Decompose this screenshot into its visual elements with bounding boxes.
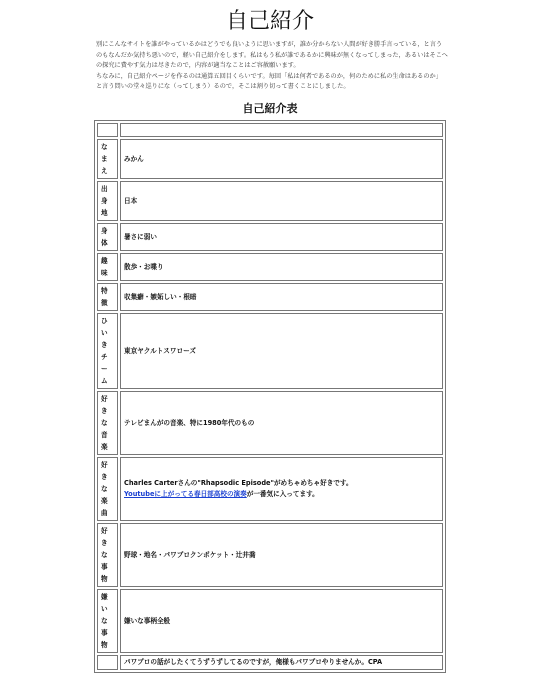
row-value-team: 東京ヤクルトスワローズ <box>120 313 443 389</box>
row-header-birthplace: 出身地 <box>97 181 118 221</box>
table-row <box>97 181 443 221</box>
song-text-after: が一番気に入ってます。 <box>246 490 319 498</box>
row-header-hobby: 趣味 <box>97 253 118 281</box>
intro-paragraph-1: 別にこんなサイトを誰がやっているかはどうでも良いように思いますが，誰か分からない人間が好き勝手言っている，と言うのもなんだか気持ち悪いので，軽い自己紹介をします。私はもう私が誰であるかに興味が無くなってしまった，あるいはそこへの探究に費やす気力は尽きたので，内容が適当なことはご容赦願います。 <box>96 41 448 69</box>
row-value <box>120 123 443 137</box>
profile-table <box>94 120 446 673</box>
table-row <box>97 283 443 311</box>
table-row <box>97 253 443 281</box>
row-header-dislikes: 嫌いな事物 <box>97 589 118 653</box>
table-row <box>97 589 443 653</box>
row-header-extra <box>97 655 118 670</box>
row-value-music: テレビまんがの音楽、特に1980年代のもの <box>120 391 443 455</box>
row-header-name: なまえ <box>97 139 118 179</box>
table-row <box>97 655 443 670</box>
row-value-dislikes: 嫌いな事柄全般 <box>120 589 443 653</box>
table-row <box>97 123 443 137</box>
song-text: Charles Carterさんの"Rhapsodic Episode"がめちゃめちゃ好きです。 <box>124 479 353 487</box>
row-value-extra: パワプロの話がしたくてうずうずしてるのですが，俺様もパワプロやりませんか。CPA <box>120 655 443 670</box>
table-title: 自己紹介表 <box>242 102 298 115</box>
row-value-name: みかん <box>120 139 443 179</box>
row-header-body: 身体 <box>97 223 118 251</box>
table-row <box>97 457 443 521</box>
row-header-song: 好きな楽曲 <box>97 457 118 521</box>
row-value-hobby: 散歩・お喋り <box>120 253 443 281</box>
table-row <box>97 391 443 455</box>
table-row <box>97 313 443 389</box>
row-value-likes: 野球・地名・パワプロクンポケット・辻井喬 <box>120 523 443 587</box>
row-header-likes: 好きな事物 <box>97 523 118 587</box>
table-row <box>97 223 443 251</box>
row-value-birthplace: 日本 <box>120 181 443 221</box>
row-header-traits: 特徴 <box>97 283 118 311</box>
row-value-traits: 収集癖・嫉妬しい・根暗 <box>120 283 443 311</box>
table-row <box>97 523 443 587</box>
page-title: 自己紹介 <box>225 9 314 34</box>
intro-text <box>96 40 448 93</box>
intro-paragraph-2: ちなみに，自己紹介ページを作るのは通算五回目くらいです。毎回「私は何者であるのか，何のために私の生命はあるのか」と言う問いの堂々巡りにな（ってしまう）るので，そこは割り切って書くことにしました。 <box>96 72 442 90</box>
youtube-performance-link[interactable]: Youtubeに上がってる春日部高校の演奏 <box>124 490 247 498</box>
row-header <box>97 123 118 137</box>
row-value-song <box>120 457 443 521</box>
table-row <box>97 139 443 179</box>
row-header-team: ひいきチーム <box>97 313 118 389</box>
row-value-body: 暑さに弱い <box>120 223 443 251</box>
row-header-music: 好きな音楽 <box>97 391 118 455</box>
